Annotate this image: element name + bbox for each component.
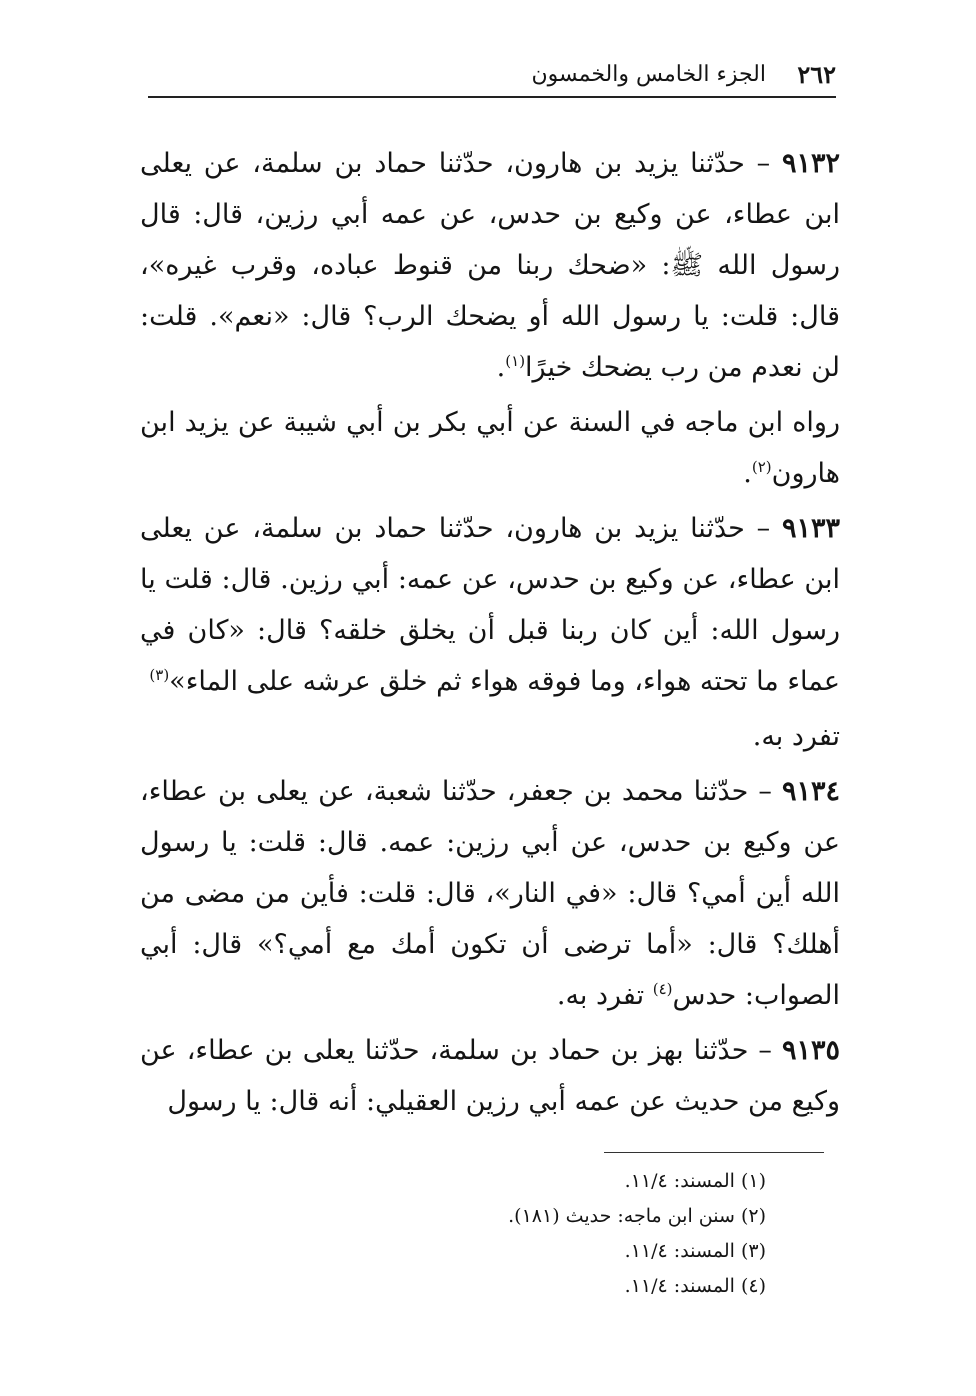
hadith-number: ٩١٣٣ (781, 513, 840, 544)
hadith-end: تفرد به. (556, 980, 653, 1011)
commentary-note (140, 397, 840, 499)
hadith-text: – حدّثنا بهز بن حماد بن سلمة، حدّثنا يعلى بن عطاء، عن وكيع من حديث عن عمه أبي رزين العقيلي: أنه قال: يا رسول (140, 1035, 840, 1117)
footnote-ref: (٢) (751, 458, 772, 476)
footnote-ref: (٤) (652, 980, 673, 998)
hadith-9135 (140, 1025, 840, 1127)
running-title: الجزء الخامس والخمسون (531, 62, 766, 87)
footnote-4: (٤) المسند: ١١/٤. (624, 1275, 766, 1297)
hadith-text: – حدّثنا محمد بن جعفر، حدّثنا شعبة، عن يعلى بن عطاء، عن وكيع بن حدس، عن أبي رزين: عمه. قال: قلت: يا رسول الله أين أمي؟ قال: «في النار»، قال: قلت: فأين من مضى من أهلك؟ قال: «أما ترضى أن تكون أمك مع أمي؟» قال: أبي الصواب: حدس (140, 776, 840, 1011)
hadith-text: – حدّثنا يزيد بن هارون، حدّثنا حماد بن سلمة، عن يعلى ابن عطاء، عن وكيع بن حدس، عن عمه: أبي رزين. قال: قلت يا رسول الله: أين كان ربنا قبل أن يخلق خلقه؟ قال: «كان في عماء ما تحته هواء، وما فوقه هواء ثم خلق عرشه على الماء» (140, 513, 840, 697)
hadith-number: ٩١٣٤ (781, 776, 840, 807)
footnote-ref: (١) (505, 352, 526, 370)
hadith-text: – حدّثنا يزيد بن هارون، حدّثنا حماد بن سلمة، عن يعلى ابن عطاء، عن وكيع بن حدس، عن عمه أبي رزين، قال: قال رسول الله ﷺ: «ضحك ربنا من قنوط عباده، وقرب غيره»، قال: قلت: يا رسول الله أو يضحك الرب؟ قال: «نعم». قلت: لن نعدم من رب يضحك خيرًا (140, 148, 840, 383)
hadith-number: ٩١٣٥ (781, 1035, 840, 1066)
page-header (148, 56, 836, 98)
hadith-end: . (496, 352, 506, 383)
hadith-9133 (140, 503, 840, 707)
hadith-number: ٩١٣٢ (781, 148, 840, 179)
commentary-note (140, 711, 840, 762)
main-text (140, 138, 840, 1131)
footnote-2: (٢) سنن ابن ماجه: حديث (١٨١). (508, 1205, 766, 1227)
footnote-1: (١) المسند: ١١/٤. (624, 1170, 766, 1192)
hadith-9134 (140, 766, 840, 1021)
note-text: رواه ابن ماجه في السنة عن أبي بكر بن أبي شيبة عن يزيد ابن هارون (140, 407, 840, 489)
page-number: ٢٦٢ (797, 60, 836, 89)
note-end: . (743, 458, 752, 489)
note-text: تفرد به. (752, 721, 840, 752)
footnote-ref: (٣) (149, 666, 170, 684)
hadith-9132 (140, 138, 840, 393)
footnotes (300, 1164, 766, 1304)
footnote-divider (604, 1152, 824, 1153)
footnote-3: (٣) المسند: ١١/٤. (624, 1240, 766, 1262)
